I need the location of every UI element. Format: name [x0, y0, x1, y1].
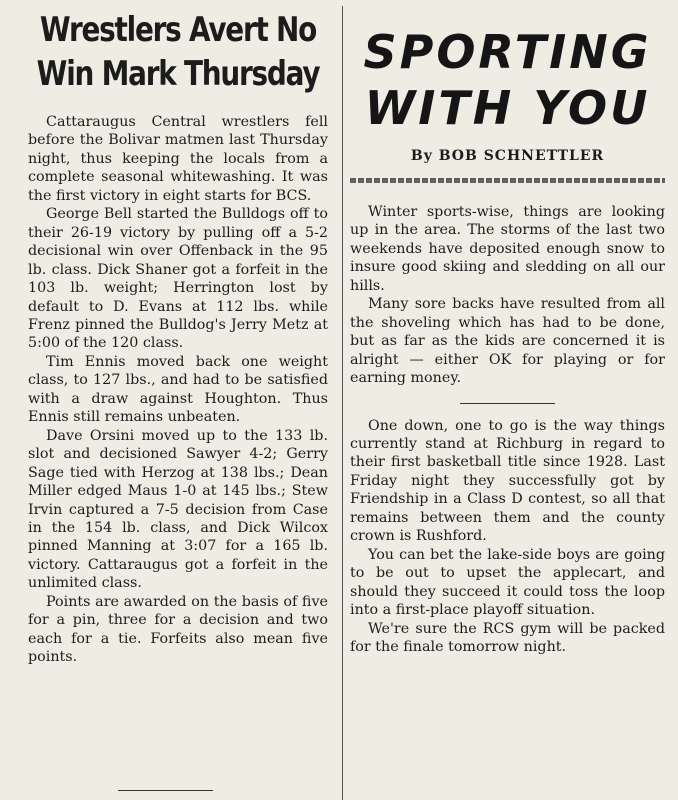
- column-title-line: WITH YOU: [364, 81, 651, 135]
- byline-rule: [350, 178, 665, 183]
- column-body: [350, 203, 665, 656]
- column-paragraph: Winter sports-wise, things are looking up in the area. The storms of the last two weekends have deposited enough snow to insure good skiing and sledding on all our hills.: [350, 204, 665, 294]
- article-paragraph: Dave Orsini moved up to the 133 lb. slot and decisioned Sawyer 4-2; Gerry Sage tied with Herzog at 138 lbs.; Dean Miller edged Maus 1-0 at 145 lbs.; Stew Irvin captured a 7-5 decision from Case in the 154 lb. class, and Dick Wilcox pinned Manning at 3:07 for a 165 lb. victory. Cattaraugus got a forfeit in the unlimited class.: [28, 427, 328, 592]
- article-body: [28, 113, 328, 667]
- byline: By BOB SCHNETTLER: [410, 148, 605, 164]
- column-title-line: SPORTING: [363, 25, 652, 79]
- sporting-column: [350, 24, 665, 656]
- article-end-rule: [118, 790, 213, 791]
- article-headline: Wrestlers Avert No Win Mark Thursday: [36, 10, 320, 94]
- article-paragraph: George Bell started the Bulldogs off to their 26-19 victory by pulling off a 5-2 decisional win over Offenback in the 95 lb. class. Dick Shaner got a forfeit in the 103 lb. weight; Herrington lost by default to D. Evans at 112 lbs. while Frenz pinned the Bulldog's Jerry Metz at 5:00 of the 120 class.: [28, 206, 328, 352]
- article-paragraph: Tim Ennis moved back one weight class, to 127 lbs., and had to be satisfied with a draw against Houghton. Thus Ennis still remains unbeaten.: [28, 353, 328, 426]
- column-paragraph: One down, one to go is the way things currently stand at Richburg in regard to their first basketball title since 1928. Last Friday night they successfully got by Friendship in a Class D contest, so all that remains between them and the county crown is Rushford.: [350, 417, 665, 545]
- article-paragraph: Points are awarded on the basis of five for a pin, three for a decision and two each for a tie. Forfeits also mean five points.: [28, 593, 328, 666]
- wrestling-article: [28, 8, 328, 667]
- column-paragraph: We're sure the RCS gym will be packed for the finale tomorrow night.: [350, 620, 665, 655]
- column-paragraph: Many sore backs have resulted from all the shoveling which has had to be done, but as far as the kids are concerned it is alright — either OK for playing or for earning money.: [350, 296, 665, 387]
- column-divider: [342, 6, 343, 800]
- column-paragraph: You can bet the lake-side boys are going to be out to upset the applecart, and should they succeed it could toss the loop into a first-place playoff situation.: [350, 546, 665, 619]
- column-title: [350, 24, 665, 136]
- section-divider: [460, 403, 555, 404]
- article-paragraph: Cattaraugus Central wrestlers fell before the Bolivar matmen last Thursday night, thus keeping the locals from a complete seasonal whitewashing. It was the first victory in eight starts for BCS.: [28, 114, 328, 204]
